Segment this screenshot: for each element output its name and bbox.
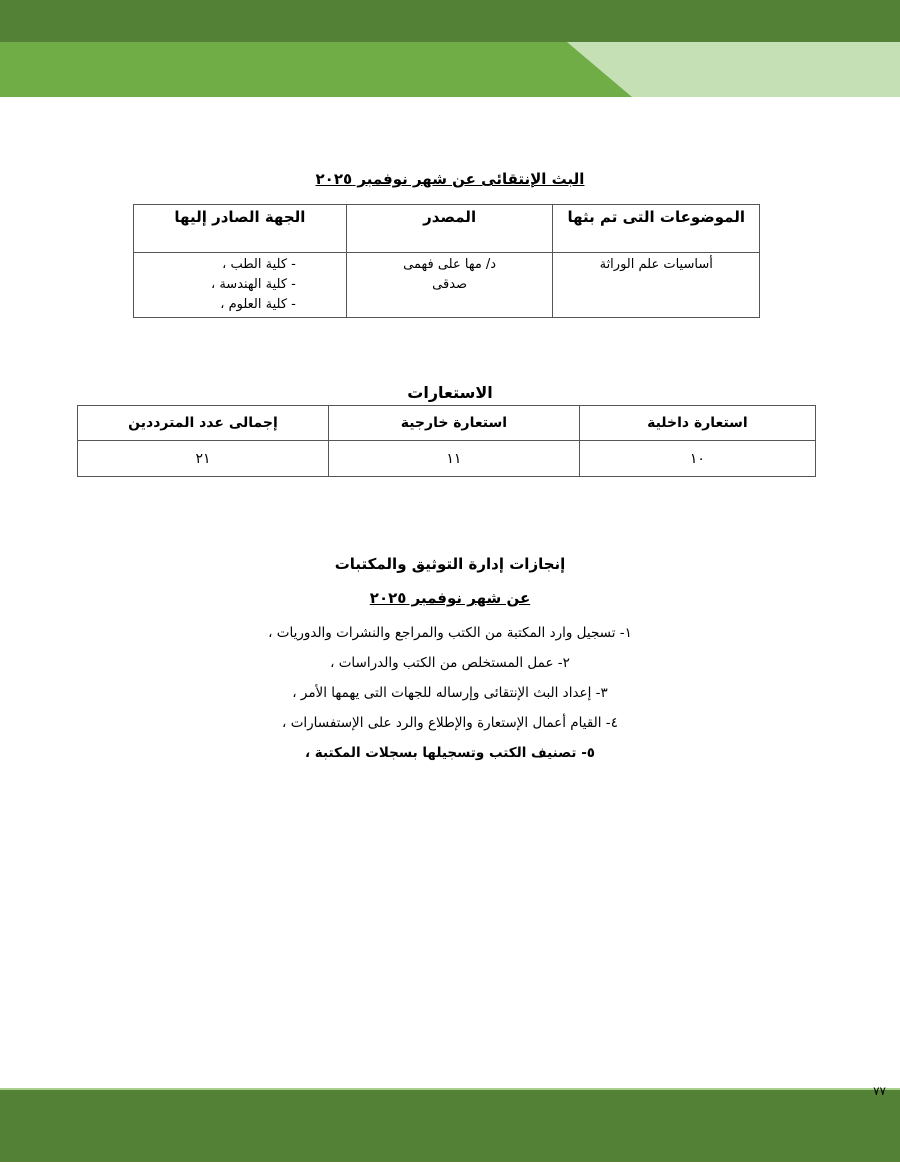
recipient-item: - كلية الهندسة ، bbox=[211, 277, 296, 292]
broadcast-title: البث الإنتقائى عن شهر نوفمبر ٢٠٢٥ bbox=[315, 170, 585, 188]
list-item: ٢- عمل المستخلص من الكتب والدراسات ، bbox=[330, 655, 570, 671]
header-source: المصدر bbox=[346, 205, 553, 253]
header-band-dark bbox=[0, 0, 900, 42]
footer-band bbox=[0, 1088, 900, 1162]
list-item: ٣- إعداد البث الإنتقائى وإرساله للجهات التى يهمها الأمر ، bbox=[292, 685, 608, 701]
list-item: ٥- تصنيف الكتب وتسجيلها بسجلات المكتبة ، bbox=[304, 745, 596, 761]
loans-title: الاستعارات bbox=[407, 383, 493, 402]
cell-total-visitors: ٢١ bbox=[78, 441, 329, 477]
cell-source: د/ مها على فهمى صدقى bbox=[346, 253, 553, 318]
loans-table bbox=[77, 405, 816, 477]
list-item: ٤- القيام أعمال الإستعارة والإطلاع والرد على الإستفسارات ، bbox=[282, 715, 618, 731]
header-internal-loan: استعارة داخلية bbox=[579, 406, 815, 441]
cell-topic: أساسيات علم الوراثة bbox=[553, 253, 760, 318]
achievements-subtitle: عن شهر نوفمبر ٢٠٢٥ bbox=[369, 589, 531, 607]
recipient-item: - كلية الطب ، bbox=[222, 257, 296, 272]
cell-recipients bbox=[134, 253, 347, 318]
achievements-list bbox=[0, 620, 900, 770]
list-item: ١- تسجيل وارد المكتبة من الكتب والمراجع والنشرات والدوريات ، bbox=[268, 625, 632, 641]
broadcast-table bbox=[133, 204, 760, 318]
cell-external-loan: ١١ bbox=[328, 441, 579, 477]
header-topics: الموضوعات التى تم بثها bbox=[553, 205, 760, 253]
header-recipients: الجهة الصادر إليها bbox=[134, 205, 347, 253]
cell-internal-loan: ١٠ bbox=[579, 441, 815, 477]
header-external-loan: استعارة خارجية bbox=[328, 406, 579, 441]
header-total-visitors: إجمالى عدد المترددين bbox=[78, 406, 329, 441]
page-number: ٧٧ bbox=[873, 1084, 886, 1098]
achievements-title: إنجازات إدارة التوثيق والمكتبات bbox=[334, 555, 566, 573]
recipient-item: - كلية العلوم ، bbox=[220, 297, 296, 312]
